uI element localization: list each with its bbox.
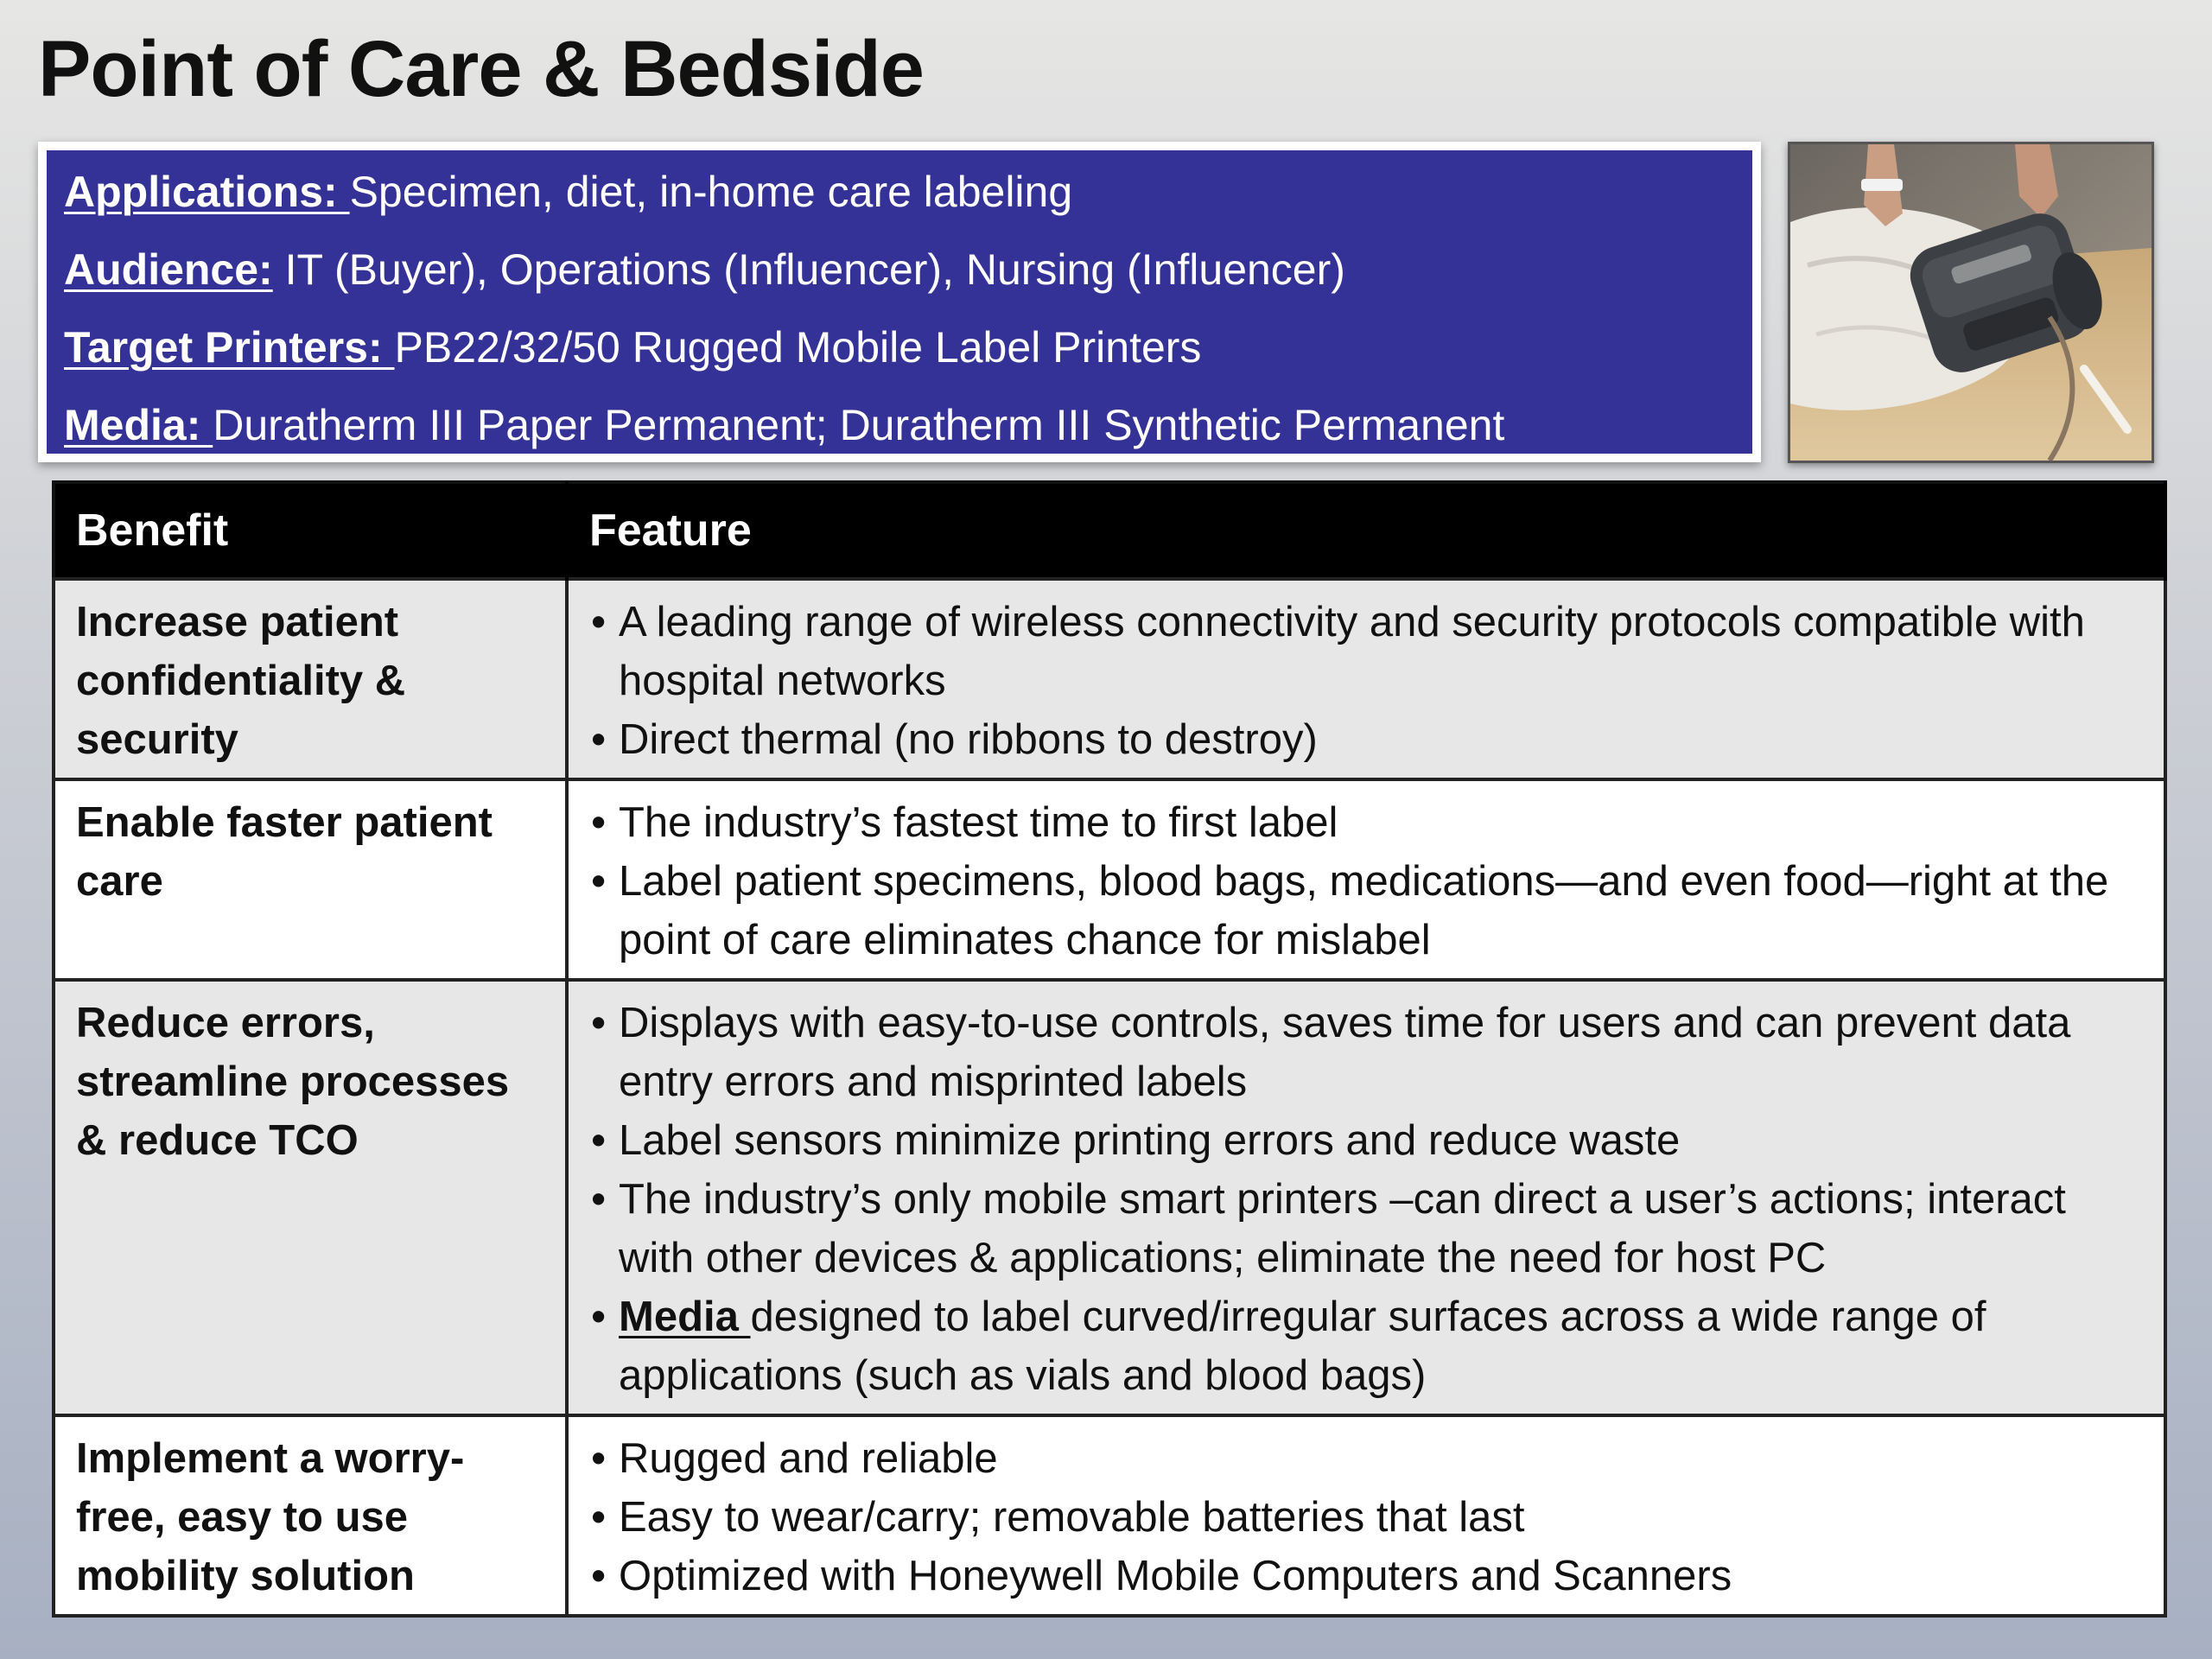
feature-item: • Optimized with Honeywell Mobile Computers and Scanners — [589, 1547, 2143, 1605]
media-feature-text: designed to label curved/irregular surfaces across a wide range of applications (such as vials and blood bags) — [619, 1294, 1986, 1399]
feature-cell — [567, 779, 2165, 980]
target-printers-row — [64, 321, 1201, 373]
applications-row — [64, 166, 1072, 218]
feature-cell — [567, 1415, 2165, 1616]
feature-item: • The industry’s fastest time to first label — [589, 793, 2143, 852]
feature-item-media — [589, 1287, 2143, 1405]
table-header-row — [54, 482, 2165, 579]
benefit-cell: Reduce errors, streamline processes & reduce TCO — [54, 980, 567, 1415]
feature-item: • Easy to wear/carry; removable batteries that last — [589, 1488, 2143, 1547]
header-feature: Feature — [567, 482, 2165, 579]
table-row — [54, 579, 2165, 779]
header-benefit: Benefit — [54, 482, 567, 579]
media-row — [64, 399, 1504, 451]
table-row — [54, 1415, 2165, 1616]
media-value: Duratherm III Paper Permanent; Duratherm III Synthetic Permanent — [213, 401, 1505, 449]
slide-title: Point of Care & Bedside — [38, 25, 924, 113]
feature-item: • Direct thermal (no ribbons to destroy) — [589, 710, 2143, 769]
benefit-cell: Enable faster patient care — [54, 779, 567, 980]
target-printers-label: Target Printers: — [64, 323, 395, 372]
target-printers-value: PB22/32/50 Rugged Mobile Label Printers — [394, 323, 1202, 372]
feature-cell — [567, 579, 2165, 779]
feature-item: • The industry’s only mobile smart printers –can direct a user’s actions; interact with other devices & applications; eliminate the need for host PC — [589, 1170, 2143, 1287]
info-panel — [47, 150, 1752, 454]
benefit-cell: Increase patient confidentiality & security — [54, 579, 567, 779]
printer-bedside-photo — [1788, 142, 2154, 463]
feature-cell — [567, 980, 2165, 1415]
audience-row — [64, 244, 1345, 296]
info-box — [38, 142, 1761, 462]
media-link[interactable]: Media — [619, 1294, 751, 1340]
table-row — [54, 779, 2165, 980]
applications-label: Applications: — [64, 168, 350, 216]
applications-value: Specimen, diet, in-home care labeling — [349, 168, 1073, 216]
feature-item: • Rugged and reliable — [589, 1429, 2143, 1488]
feature-item: • Displays with easy-to-use controls, saves time for users and can prevent data entry errors and misprinted labels — [589, 994, 2143, 1111]
benefit-feature-table — [52, 480, 2167, 1609]
media-label: Media: — [64, 401, 213, 449]
audience-value: IT (Buyer), Operations (Influencer), Nursing (Influencer) — [272, 245, 1345, 294]
audience-label: Audience: — [64, 245, 273, 294]
benefit-cell: Implement a worry-free, easy to use mobility solution — [54, 1415, 567, 1616]
feature-item: • Label patient specimens, blood bags, medications—and even food—right at the point of care eliminates chance for mislabel — [589, 852, 2143, 969]
table-row — [54, 980, 2165, 1415]
feature-item: • A leading range of wireless connectivity and security protocols compatible with hospital networks — [589, 593, 2143, 710]
feature-item: • Label sensors minimize printing errors and reduce waste — [589, 1111, 2143, 1170]
